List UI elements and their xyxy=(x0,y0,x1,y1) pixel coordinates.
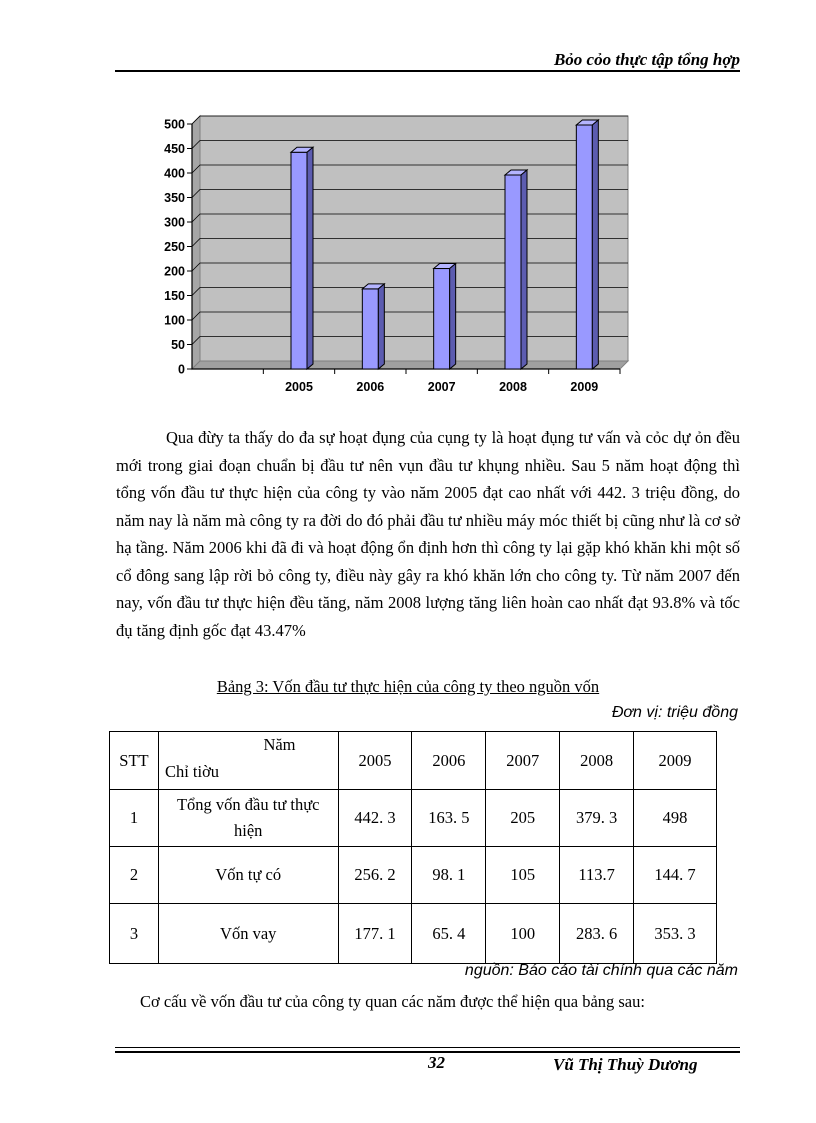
row-label: Vốn vay xyxy=(158,904,338,964)
y-tick-label: 50 xyxy=(171,338,185,352)
y-tick-label: 100 xyxy=(164,313,185,328)
bar-side xyxy=(450,264,456,369)
header-title: Bỏo cỏo thực tập tổng hợp xyxy=(553,50,740,69)
row-value: 177. 1 xyxy=(338,904,412,964)
bar-side xyxy=(307,147,313,369)
data-table xyxy=(109,731,717,964)
y-tick-label: 350 xyxy=(164,191,185,205)
bar xyxy=(576,125,592,369)
row-value: 98. 1 xyxy=(412,847,486,904)
row-value: 442. 3 xyxy=(338,790,412,847)
footer-rule xyxy=(115,1047,740,1048)
y-tick-label: 150 xyxy=(164,289,185,303)
header-year: 2008 xyxy=(560,732,634,790)
y-tick-label: 0 xyxy=(178,362,185,377)
header-year: 2005 xyxy=(338,732,412,790)
table-header-row xyxy=(110,732,717,790)
row-stt: 1 xyxy=(110,790,159,847)
row-value: 353. 3 xyxy=(634,904,717,964)
header-diagonal-cell xyxy=(158,732,338,790)
row-value: 100 xyxy=(486,904,560,964)
y-tick-label: 200 xyxy=(164,264,185,279)
bar-side xyxy=(521,170,527,369)
row-value: 105 xyxy=(486,847,560,904)
row-value: 379. 3 xyxy=(560,790,634,847)
table-caption: Bảng 3: Vốn đầu tư thực hiện của công ty theo nguồn vốn xyxy=(216,677,600,696)
bar xyxy=(434,269,450,369)
bar xyxy=(291,152,307,369)
y-tick-label: 500 xyxy=(164,117,185,132)
body-paragraph: Qua đừy ta thấy do đa sự hoạt đụng của cụng ty là hoạt đụng tư vấn và cỏc dự ỏn đều mới trong giai đoạn chuẩn bị đầu tư nên vụn đầu tư khụng nhiều. Sau 5 năm hoạt động thì tổng vốn đầu tư thực hiện của công ty vào năm 2005 đạt cao nhất với 442. 3 triệu đồng, do năm nay là năm mà công ty ra đời do đó phải đầu tư nhiều máy móc thiết bị cũng như là cơ sở hạ tầng. Năm 2006 khi đã đi và hoạt động ổn định hơn thì công ty lại gặp khó khăn khi một số cổ đông sang lập rời bỏ công ty, điều này gây ra khó khăn lớn cho công ty. Từ năm 2007 đến nay, vốn đầu tư thực hiện đều tăng, năm 2008 lượng tăng liên hoàn cao nhất đạt 93.8% và tốc đụ tăng định gốc đạt 43.47% xyxy=(116,428,740,640)
table-row xyxy=(110,847,717,904)
table-unit: Đơn vị: triệu đồng xyxy=(611,704,738,721)
footer-author: Vũ Thị Thuỳ Dương xyxy=(553,1055,698,1074)
row-value: 163. 5 xyxy=(412,790,486,847)
header-year: 2007 xyxy=(486,732,560,790)
bar-side xyxy=(592,120,598,369)
row-label: Tổng vốn đầu tư thực hiện xyxy=(158,790,338,847)
x-tick-label: 2008 xyxy=(499,380,527,394)
row-stt: 3 xyxy=(110,904,159,964)
table-source: nguồn: Báo cáo tài chính qua các năm xyxy=(464,962,738,979)
page-number: 32 xyxy=(428,1053,445,1072)
header-year: 2006 xyxy=(412,732,486,790)
x-tick-label: 2005 xyxy=(285,380,313,394)
row-value: 205 xyxy=(486,790,560,847)
bar xyxy=(505,175,521,369)
row-label: Vốn tự có xyxy=(158,847,338,904)
table-row xyxy=(110,904,717,964)
y-tick-label: 300 xyxy=(164,215,185,230)
x-tick-label: 2009 xyxy=(570,380,599,394)
bar-chart xyxy=(150,112,640,402)
header-rule xyxy=(115,70,740,72)
x-tick-label: 2006 xyxy=(356,380,385,394)
row-value: 144. 7 xyxy=(634,847,717,904)
header-stt: STT xyxy=(110,732,159,790)
row-value: 113.7 xyxy=(560,847,634,904)
header-year: 2009 xyxy=(634,732,717,790)
header-indicator-label: Chỉ tiờu xyxy=(164,762,220,781)
y-tick-label: 450 xyxy=(164,142,185,156)
bar xyxy=(362,289,378,369)
row-value: 256. 2 xyxy=(338,847,412,904)
y-tick-label: 400 xyxy=(164,166,185,181)
bar-side xyxy=(378,284,384,369)
row-value: 498 xyxy=(634,790,717,847)
x-tick-label: 2007 xyxy=(427,380,456,394)
header-year-label: Năm xyxy=(263,735,296,754)
row-stt: 2 xyxy=(110,847,159,904)
y-tick-label: 250 xyxy=(164,240,185,254)
row-value: 65. 4 xyxy=(412,904,486,964)
chart-floor xyxy=(192,361,628,369)
closing-sentence: Cơ cấu về vốn đầu tư của công ty quan các năm được thể hiện qua bảng sau: xyxy=(140,992,645,1011)
row-value: 283. 6 xyxy=(560,904,634,964)
table-row xyxy=(110,790,717,847)
body-text xyxy=(116,424,740,644)
